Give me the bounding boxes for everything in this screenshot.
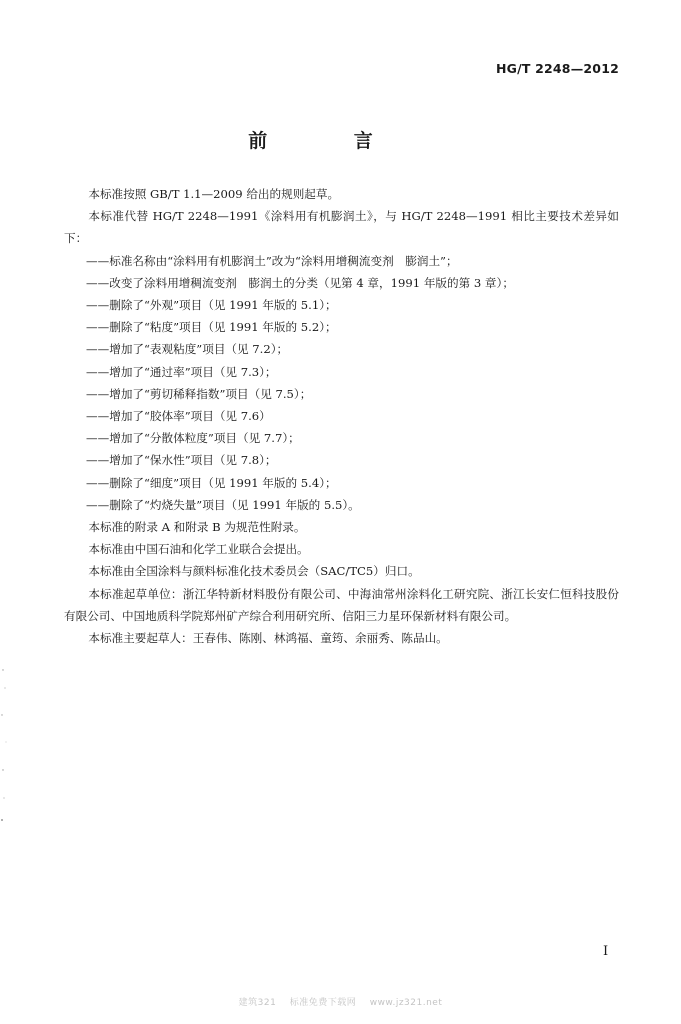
- list-item: ——改变了涂料用增稠流变剂 膨润土的分类（见第 4 章，1991 年版的第 3 章）；: [86, 275, 514, 290]
- paragraph-drafters: 本标准主要起草人：王春伟、陈刚、林鸿福、童筠、余丽秀、陈品山。: [88, 631, 448, 646]
- list-item: ——增加了“保水性”项目（见 7.8）；: [86, 453, 277, 468]
- changes-list: [64, 250, 619, 516]
- list-item: ——增加了“剪切稀释指数”项目（见 7.5）；: [86, 386, 312, 401]
- list-item: ——删除了“灼烧失量”项目（见 1991 年版的 5.5）。: [86, 497, 360, 512]
- paragraph-drafting-units: 本标准起草单位：浙江华特新材料股份有限公司、中海油常州涂料化工研究院、浙江长安仁恒科技股份有限公司、中国地质科学院郑州矿产综合利用研究所、信阳三力星环保新材料有限公司。: [64, 586, 619, 623]
- list-item: ——删除了“粘度”项目（见 1991 年版的 5.2）；: [86, 320, 337, 335]
- paragraph-annexes: 本标准的附录 A 和附录 B 为规范性附录。: [88, 520, 306, 535]
- list-item: ——增加了“分散体粒度”项目（见 7.7）；: [86, 431, 300, 446]
- standard-number: HG/T 2248—2012: [495, 61, 619, 76]
- list-item: ——增加了“胶体率”项目（见 7.6）: [86, 409, 271, 424]
- list-item: ——删除了“外观”项目（见 1991 年版的 5.1）；: [86, 298, 337, 313]
- page-number: I: [603, 944, 609, 959]
- paragraph-proposer: 本标准由中国石油和化学工业联合会提出。: [88, 542, 309, 557]
- paragraph-committee: 本标准由全国涂料与颜料标准化技术委员会（SAC/TC5）归口。: [88, 564, 420, 579]
- list-item: ——增加了“表观粘度”项目（见 7.2）；: [86, 342, 289, 357]
- page-title: 前 言: [248, 130, 413, 152]
- paragraph-drafting-rule: 本标准按照 GB/T 1.1—2009 给出的规则起草。: [88, 187, 340, 201]
- list-item: ——删除了“细度”项目（见 1991 年版的 5.4）；: [86, 475, 337, 490]
- list-item: ——标准名称由“涂料用有机膨润土”改为“涂料用增稠流变剂 膨润土”；: [86, 253, 458, 268]
- scan-margin-specks: [0, 660, 14, 830]
- paragraph-replacement: 本标准代替 HG/T 2248—1991《涂料用有机膨润土》，与 HG/T 2248—1991 相比主要技术差异如下：: [64, 209, 619, 246]
- foreword-body: [64, 183, 619, 649]
- watermark: 建筑321 标准免费下载网 www.jz321.net: [238, 998, 443, 1008]
- list-item: ——增加了“通过率”项目（见 7.3）；: [86, 364, 277, 379]
